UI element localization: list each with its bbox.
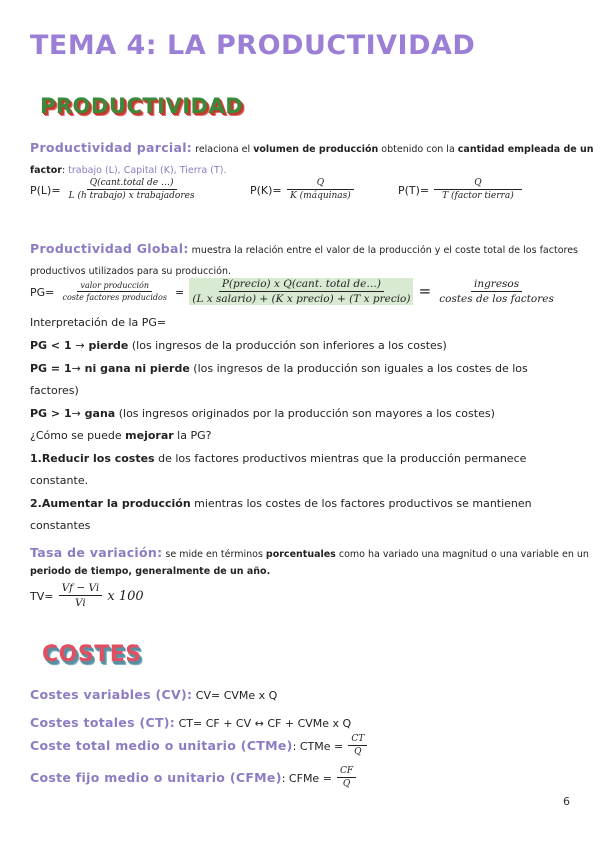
parcial-line-1 [30, 137, 594, 156]
text: PG= [30, 286, 55, 299]
ct-line [30, 712, 351, 731]
cv-line [30, 684, 277, 703]
fraction [348, 734, 367, 757]
m1-line-2: constante. [30, 474, 89, 487]
numerator: Q [434, 178, 521, 190]
fraction [337, 766, 356, 789]
text: la PG? [173, 429, 212, 442]
cfme-label: Coste fijo medio o unitario (CFMe) [30, 770, 282, 785]
text: pierde [84, 339, 129, 352]
cv-label: Costes variables (CV): [30, 687, 193, 702]
text: (los ingresos de la producción son inferiores a los costes) [128, 339, 447, 352]
text: 2.Aumentar la producción [30, 497, 191, 510]
global-line-2 [30, 259, 231, 278]
ctme-label: Coste total medio o unitario (CTMe) [30, 738, 293, 753]
denominator: Q [354, 747, 362, 757]
text: 1.Reducir los costes [30, 452, 155, 465]
cfme-line [30, 766, 356, 789]
formula-pk [250, 178, 354, 201]
text: factor [30, 165, 62, 176]
interp-line: Interpretación de la PG= [30, 316, 167, 329]
formula-tv [30, 582, 144, 609]
text: relaciona el [192, 144, 254, 155]
text: PG < 1 [30, 339, 76, 352]
text: x 100 [107, 589, 144, 604]
denominator: coste factores producidos [62, 293, 167, 302]
arrow-icon: → [71, 362, 81, 375]
text: volumen de producción [253, 144, 379, 155]
ct-label: Costes totales (CT): [30, 715, 176, 730]
text: ¿Cómo se puede [30, 429, 126, 442]
text: P(L)= [30, 184, 61, 197]
text: de los factores productivos mientras que la producción permanece [154, 452, 527, 465]
page-number: 6 [563, 795, 570, 808]
denominator: T (factor tierra) [442, 191, 514, 201]
fraction [434, 178, 521, 201]
formula-pl [30, 178, 198, 201]
formula-pg [30, 278, 557, 305]
denominator: K (máquinas) [290, 191, 351, 201]
arrow-icon: → [75, 339, 85, 352]
tasa-line-2: periodo de tiempo, generalmente de un año. [30, 566, 271, 577]
numerator: valor producción [77, 281, 152, 292]
text: ni gana ni pierde [80, 362, 190, 375]
text: : [292, 740, 297, 753]
text: muestra la relación entre el valor de la producción y el coste total de los factores [188, 245, 578, 256]
ctme-line [30, 734, 367, 757]
pg-eq-line-2: factores) [30, 384, 79, 397]
parcial-line-2 [30, 158, 226, 177]
pg-lt-line [30, 339, 447, 352]
m2-line [30, 497, 532, 510]
text: obtenido con la [378, 144, 458, 155]
text: porcentuales [265, 549, 336, 560]
numerator: Q(cant.total de …) [87, 178, 177, 190]
m2-line-2: constantes [30, 519, 91, 532]
text: : [281, 772, 286, 785]
text: = [418, 282, 432, 300]
text: se mide en términos [162, 549, 266, 560]
text: P(K)= [250, 184, 282, 197]
denominator: Vi [75, 597, 86, 609]
numerator: CF [337, 766, 356, 778]
text: : [61, 165, 69, 176]
arrow-icon: → [71, 407, 81, 420]
fraction [287, 178, 354, 201]
text: CT= CF + CV ↔ CF + CVMe x Q [175, 717, 352, 730]
global-label: Productividad Global: [30, 241, 189, 256]
productividad-heading: PRODUCTIVIDAD [40, 94, 244, 118]
numerator: Q [287, 178, 354, 190]
text: productivos utilizados para su producción. [30, 266, 231, 277]
text: CV= CVMe x Q [192, 689, 278, 702]
mejorar-line [30, 429, 211, 442]
text: P(T)= [398, 184, 430, 197]
fraction [59, 281, 169, 302]
formula-pt [398, 178, 522, 201]
costes-heading: COSTES [42, 642, 142, 667]
text: (los ingresos originados por la producción son mayores a los costes) [115, 407, 495, 420]
text: PG > 1 [30, 407, 72, 420]
text: PG = 1 [30, 362, 72, 375]
pg-eq-line [30, 362, 528, 375]
text: como ha variado una magnitud o una variable en un [335, 549, 589, 560]
text: CTMe = [296, 740, 344, 753]
text: TV= [30, 590, 54, 603]
fraction-highlighted [189, 278, 413, 305]
pg-gt-line [30, 407, 495, 420]
tasa-label: Tasa de variación: [30, 545, 163, 560]
numerator: Vf − Vi [59, 582, 103, 596]
global-line-1 [30, 238, 578, 257]
m1-line [30, 452, 526, 465]
parcial-label: Productividad parcial: [30, 140, 193, 155]
text: gana [80, 407, 116, 420]
text: = [175, 286, 185, 299]
numerator: P(precio) x Q(cant. total de…) [219, 278, 384, 292]
text: trabajo (L), Capital (K), Tierra (T). [68, 165, 227, 176]
denominator: (L x salario) + (K x precio) + (T x precio) [192, 293, 411, 305]
tasa-line-1 [30, 542, 589, 561]
fraction [59, 582, 103, 609]
page-title: TEMA 4: LA PRODUCTIVIDAD [30, 30, 476, 61]
text: mientras los costes de los factores productivos se mantienen [190, 497, 532, 510]
denominator: Q [342, 779, 351, 789]
fraction [66, 178, 198, 201]
denominator: L (h trabajo) x trabajadores [68, 191, 195, 201]
text: cantidad empleada de un [457, 144, 594, 155]
text: mejorar [125, 429, 174, 442]
numerator: CT [348, 734, 367, 746]
text: CFMe = [285, 772, 332, 785]
denominator: costes de los factores [439, 293, 554, 305]
numerator: ingresos [471, 278, 522, 292]
text: (los ingresos de la producción son iguales a los costes de los [189, 362, 528, 375]
fraction [436, 278, 557, 305]
